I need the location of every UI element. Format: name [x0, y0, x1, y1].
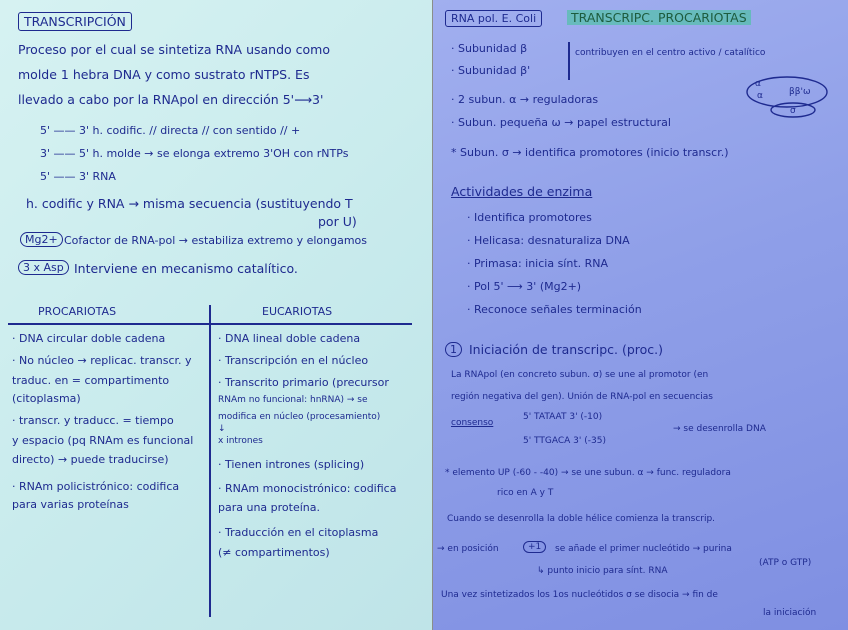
- prok-item: · RNAm policistrónico: codifica: [12, 480, 180, 493]
- end-of-initiation: la iniciación: [763, 608, 817, 618]
- activity-item: · Primasa: inicia sínt. RNA: [467, 257, 609, 270]
- activity-item: · Reconoce señales terminación: [467, 303, 642, 316]
- subunit-beta: · Subunidad β: [451, 42, 528, 55]
- intro-line-1: Proceso por el cual se sintetiza RNA usando como: [18, 42, 330, 57]
- euk-item: · RNAm monocistrónico: codifica: [218, 482, 397, 495]
- up-element-line: * elemento UP (-60 - -40) → se une subun. α → func. reguladora: [445, 468, 731, 478]
- start-point-note: ↳ punto inicio para sínt. RNA: [537, 566, 668, 576]
- unwind-note: → se desenrolla DNA: [673, 424, 766, 434]
- strand-template: 3' —— 5' h. molde → se elonga extremo 3'OH con rNTPs: [40, 147, 349, 160]
- brace-mark: [568, 42, 570, 80]
- sequence-minus-10: 5' TATAAT 3' (-10): [523, 412, 603, 422]
- euk-item: ↓: [218, 424, 226, 434]
- subunit-sigma: * Subun. σ → identifica promotores (inicio transcr.): [451, 146, 729, 159]
- plus-one-badge: +1: [523, 541, 546, 553]
- prok-item: para varias proteínas: [12, 498, 129, 511]
- sequence-minus-35: 5' TTGACA 3' (-35): [523, 436, 606, 446]
- page-title-transcripcion: TRANSCRIPCIÓN: [18, 12, 132, 31]
- euk-item: · DNA lineal doble cadena: [218, 332, 361, 345]
- unwinding-line: Cuando se desenrolla la doble hélice comienza la transcrip.: [447, 514, 716, 524]
- subunit-alpha: · 2 subun. α → reguladoras: [451, 93, 599, 106]
- euk-item: · Tienen intrones (splicing): [218, 458, 365, 471]
- asp-badge: 3 x Asp: [18, 260, 69, 275]
- right-notebook-page: [433, 0, 848, 630]
- transcription-prokaryotes-heading: TRANSCRIPC. PROCARIOTAS: [567, 10, 751, 25]
- diagram-alpha-2: α: [757, 91, 763, 101]
- step-number-badge: 1: [445, 342, 462, 357]
- rna-pol-subunit-diagram: [743, 72, 835, 120]
- prok-item: (citoplasma): [12, 392, 81, 405]
- prokaryotes-header: PROCARIOTAS: [38, 305, 117, 318]
- intro-line-2: molde 1 hebra DNA y como sustrato rNTPS. Es: [18, 67, 310, 82]
- strand-coding: 5' —— 3' h. codific. // directa // con sentido // +: [40, 124, 301, 137]
- euk-item: (≠ compartimentos): [218, 546, 330, 559]
- enzyme-activities-title: Actividades de enzima: [451, 184, 593, 199]
- table-column-divider: [209, 305, 211, 617]
- activity-item: · Pol 5' ⟶ 3' (Mg2+): [467, 280, 582, 293]
- eukaryotes-header: EUCARIOTAS: [262, 305, 333, 318]
- euk-item: · Traducción en el citoplasma: [218, 526, 379, 539]
- diagram-beta-omega: ββ'ω: [789, 87, 811, 97]
- prok-item: y espacio (pq RNAm es funcional: [12, 434, 194, 447]
- beta-note: contribuyen en el centro activo / catalítico: [575, 48, 766, 58]
- prok-item: · No núcleo → replicac. transcr. y: [12, 354, 192, 367]
- subunit-beta-prime: · Subunidad β': [451, 64, 531, 77]
- euk-item: x intrones: [218, 436, 263, 446]
- euk-item: para una proteína.: [218, 501, 321, 514]
- first-nucleotide-line: se añade el primer nucleótido → purina: [555, 544, 732, 554]
- prok-item: · transcr. y traducc. = tiempo: [12, 414, 174, 427]
- prok-item: directo) → puede traducirse): [12, 453, 169, 466]
- subunit-omega: · Subun. pequeña ω → papel estructural: [451, 116, 671, 129]
- coding-rna-line-1: h. codific y RNA → misma secuencia (sustituyendo T: [26, 196, 353, 211]
- purine-note: (ATP o GTP): [759, 558, 812, 568]
- intro-line-3: llevado a cabo por la RNApol en dirección 5'⟶3': [18, 92, 324, 107]
- euk-item: RNAm no funcional: hnRNA) → se: [218, 395, 368, 405]
- mg-cofactor-text: Cofactor de RNA-pol → estabiliza extremo y elongamos: [64, 234, 368, 247]
- sigma-release-line: Una vez sintetizados los 1os nucleótidos σ se disocia → fin de: [441, 590, 718, 600]
- prok-item: traduc. en = compartimento: [12, 374, 170, 387]
- coding-rna-line-2: por U): [318, 214, 357, 229]
- consensus-label: consenso: [451, 418, 494, 428]
- initiation-line: La RNApol (en concreto subun. σ) se une al promotor (en: [451, 370, 709, 380]
- rna-pol-title-box: RNA pol. E. Coli: [445, 10, 542, 27]
- euk-item: modifica en núcleo (procesamiento): [218, 412, 381, 422]
- activity-item: · Helicasa: desnaturaliza DNA: [467, 234, 630, 247]
- euk-item: · Transcripción en el núcleo: [218, 354, 369, 367]
- activity-item: · Identifica promotores: [467, 211, 592, 224]
- initiation-line: región negativa del gen). Unión de RNA-pol en secuencias: [451, 392, 713, 402]
- diagram-sigma: σ: [790, 106, 796, 116]
- diagram-alpha-1: α: [755, 79, 761, 89]
- mg-badge: Mg2+: [20, 232, 63, 247]
- prok-item: · DNA circular doble cadena: [12, 332, 166, 345]
- strand-rna: 5' —— 3' RNA: [40, 170, 116, 183]
- euk-item: · Transcrito primario (precursor: [218, 376, 389, 389]
- asp-text: Interviene en mecanismo catalítico.: [74, 261, 298, 276]
- position-label: → en posición: [437, 544, 499, 554]
- initiation-title: Iniciación de transcripc. (proc.): [469, 342, 663, 357]
- up-element-note: rico en A y T: [497, 488, 554, 498]
